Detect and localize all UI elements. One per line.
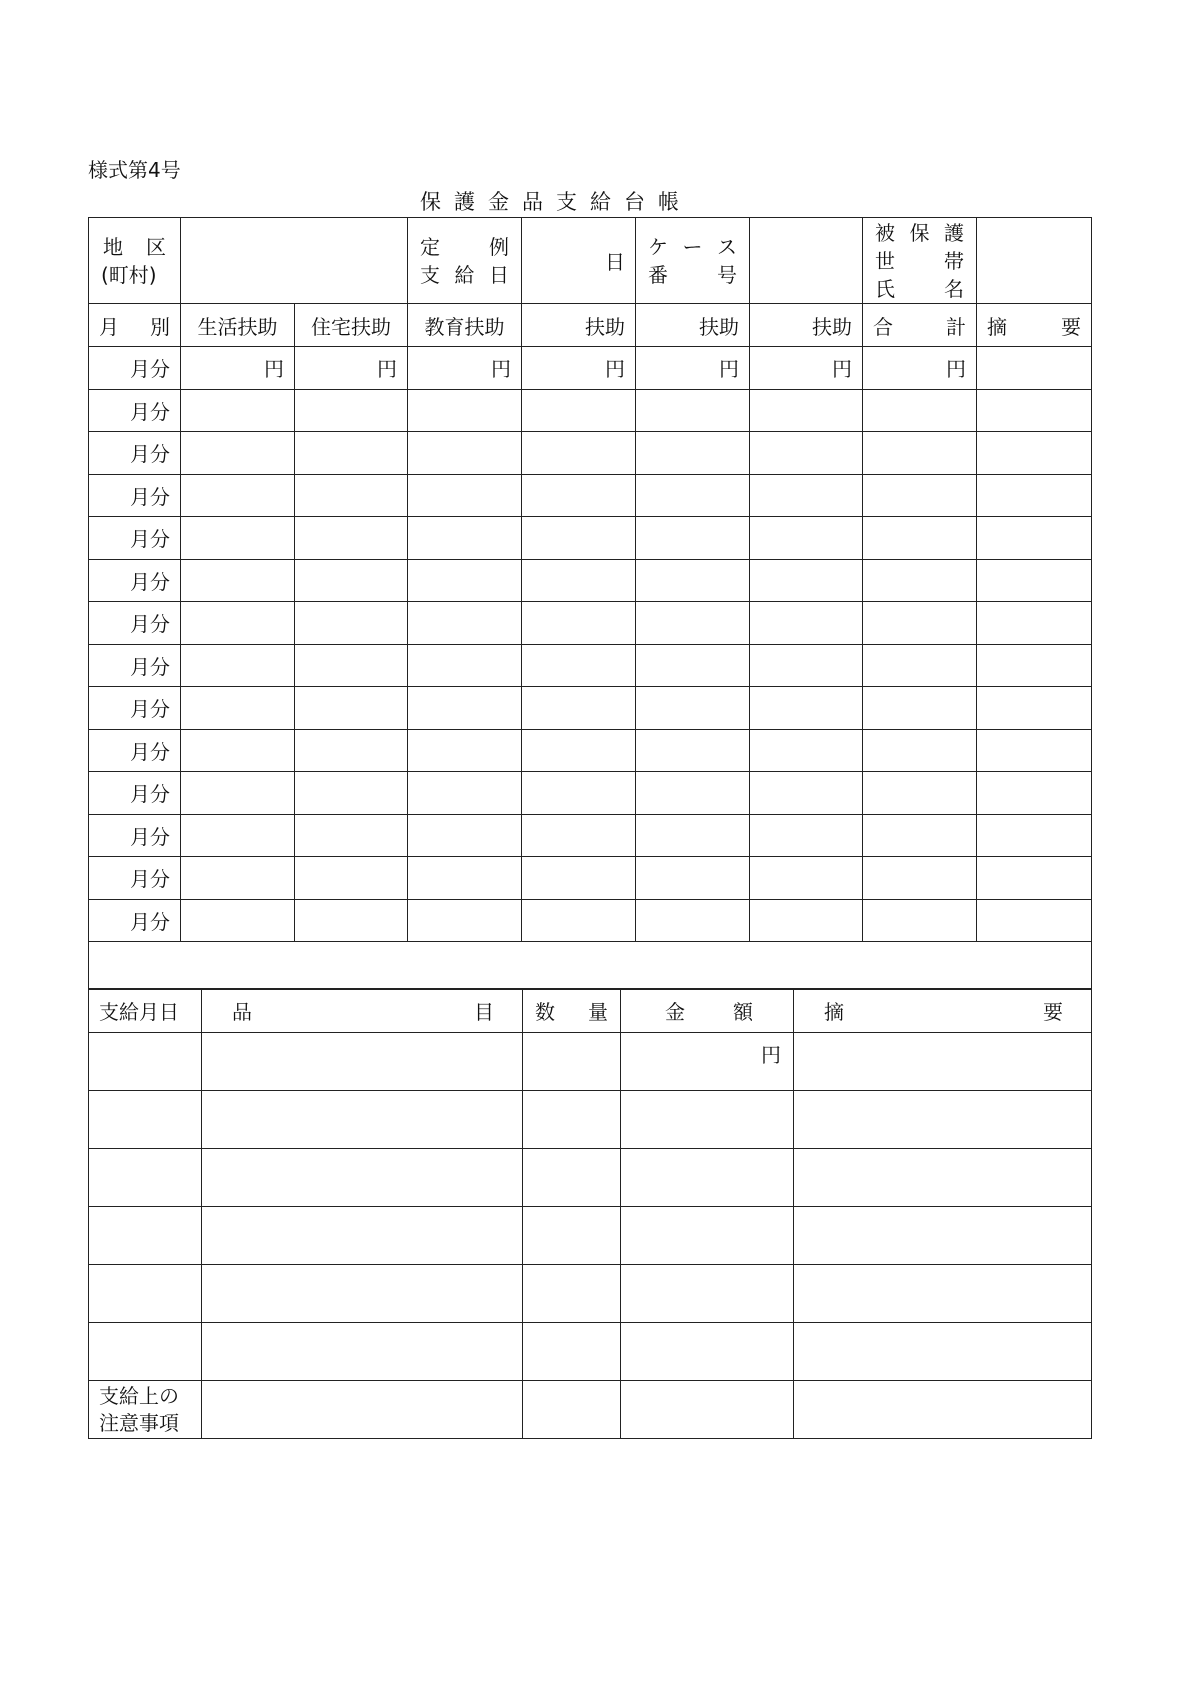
month-label: 月分 <box>89 602 181 645</box>
living-aid-cell[interactable] <box>181 389 295 432</box>
remarks-cell[interactable] <box>977 517 1092 560</box>
quantity-cell[interactable] <box>523 1207 621 1265</box>
item-cell[interactable] <box>202 1149 523 1207</box>
goods-row <box>89 1323 1092 1381</box>
notes-amount-cell[interactable] <box>621 1381 794 1439</box>
aid-cell-1[interactable] <box>522 729 636 772</box>
remarks-cell[interactable] <box>977 389 1092 432</box>
payday-input-cell[interactable]: 日 <box>522 218 636 304</box>
aid-header-3: 扶助 <box>750 304 863 347</box>
aid-cell-2[interactable] <box>636 517 750 560</box>
month-label: 月分 <box>89 729 181 772</box>
total-cell[interactable] <box>863 772 977 815</box>
month-row <box>89 687 1092 730</box>
area-label-cell: 地 区 (町村) <box>89 218 181 304</box>
document-title: 保護金品支給台帳 <box>420 190 692 214</box>
housing-aid-cell[interactable] <box>295 432 408 475</box>
month-header: 月 別 <box>89 304 181 347</box>
aid-cell-3[interactable] <box>750 772 863 815</box>
month-label: 月分 <box>89 814 181 857</box>
housing-aid-cell[interactable] <box>295 729 408 772</box>
quantity-cell[interactable] <box>523 1149 621 1207</box>
housing-aid-cell[interactable] <box>295 474 408 517</box>
month-row <box>89 729 1092 772</box>
top-info-row <box>89 218 1092 304</box>
case-number-input-cell[interactable] <box>750 218 863 304</box>
goods-remarks-cell[interactable] <box>794 1149 1092 1207</box>
total-cell[interactable] <box>863 559 977 602</box>
column-header-row <box>89 304 1092 347</box>
total-cell[interactable] <box>863 687 977 730</box>
aid-cell-1[interactable] <box>522 602 636 645</box>
month-row <box>89 389 1092 432</box>
item-cell[interactable] <box>202 1033 523 1091</box>
housing-aid-cell[interactable] <box>295 644 408 687</box>
remarks-cell[interactable] <box>977 729 1092 772</box>
remarks-cell[interactable] <box>977 814 1092 857</box>
housing-aid-cell[interactable] <box>295 517 408 560</box>
education-aid-cell[interactable] <box>408 857 522 900</box>
goods-remarks-cell[interactable] <box>794 1091 1092 1149</box>
living-aid-cell[interactable] <box>181 432 295 475</box>
total-cell[interactable] <box>863 857 977 900</box>
aid-cell-1[interactable] <box>522 432 636 475</box>
total-cell[interactable] <box>863 644 977 687</box>
aid-cell-3[interactable] <box>750 389 863 432</box>
aid-cell-1[interactable] <box>522 517 636 560</box>
goods-remarks-cell[interactable] <box>794 1265 1092 1323</box>
aid-cell-2[interactable] <box>636 814 750 857</box>
blank-row <box>89 942 1092 990</box>
monthly-payment-table <box>88 217 1092 990</box>
month-label: 月分 <box>89 559 181 602</box>
housing-aid-cell[interactable] <box>295 559 408 602</box>
total-cell[interactable] <box>863 899 977 942</box>
aid-cell-3[interactable] <box>750 899 863 942</box>
housing-aid-cell[interactable] <box>295 857 408 900</box>
goods-remarks-header: 摘 要 <box>794 989 1092 1033</box>
aid-cell-2[interactable] <box>636 687 750 730</box>
goods-row <box>89 1033 1092 1091</box>
remarks-cell[interactable] <box>977 772 1092 815</box>
living-aid-cell[interactable] <box>181 644 295 687</box>
month-label: 月分 <box>89 857 181 900</box>
education-aid-cell[interactable] <box>408 644 522 687</box>
housing-aid-cell[interactable] <box>295 389 408 432</box>
month-row <box>89 602 1092 645</box>
education-aid-cell[interactable] <box>408 814 522 857</box>
month-row <box>89 772 1092 815</box>
education-aid-cell[interactable] <box>408 474 522 517</box>
aid-cell-1[interactable] <box>522 899 636 942</box>
remarks-cell[interactable] <box>977 857 1092 900</box>
aid-cell-3[interactable] <box>750 432 863 475</box>
aid-header-2: 扶助 <box>636 304 750 347</box>
total-cell[interactable] <box>863 474 977 517</box>
goods-header-row <box>89 989 1092 1033</box>
education-aid-cell[interactable] <box>408 517 522 560</box>
goods-remarks-cell[interactable] <box>794 1033 1092 1091</box>
month-label: 月分 <box>89 899 181 942</box>
total-cell[interactable] <box>863 517 977 560</box>
education-aid-cell[interactable] <box>408 559 522 602</box>
aid-cell-2[interactable] <box>636 857 750 900</box>
item-header: 品 目 <box>202 989 523 1033</box>
aid-cell-3[interactable] <box>750 729 863 772</box>
remarks-cell[interactable] <box>977 899 1092 942</box>
aid-cell-2[interactable] <box>636 432 750 475</box>
remarks-cell[interactable] <box>977 432 1092 475</box>
aid-cell-2[interactable] <box>636 389 750 432</box>
education-aid-cell[interactable] <box>408 772 522 815</box>
education-aid-cell[interactable] <box>408 729 522 772</box>
living-aid-cell[interactable] <box>181 729 295 772</box>
month-row <box>89 432 1092 475</box>
total-cell[interactable] <box>863 602 977 645</box>
month-row <box>89 857 1092 900</box>
month-label: 月分 <box>89 474 181 517</box>
aid-cell-3[interactable] <box>750 602 863 645</box>
payment-date-cell[interactable] <box>89 1033 202 1091</box>
total-cell[interactable] <box>863 814 977 857</box>
form-number-label: 様式第4号 <box>88 158 181 182</box>
payment-date-cell[interactable] <box>89 1149 202 1207</box>
household-name-input-cell[interactable] <box>977 218 1092 304</box>
amount-cell[interactable]: 円 <box>621 1033 794 1091</box>
aid-cell-1[interactable] <box>522 814 636 857</box>
education-aid-cell[interactable] <box>408 602 522 645</box>
amount-cell[interactable] <box>621 1323 794 1381</box>
regular-payday-label-cell: 定 例 支 給 日 <box>408 218 522 304</box>
quantity-header: 数 量 <box>523 989 621 1033</box>
goods-payment-table <box>88 988 1092 1439</box>
item-cell[interactable] <box>202 1265 523 1323</box>
case-number-label-cell: ケ ー ス 番 号 <box>636 218 750 304</box>
month-label: 月分 <box>89 517 181 560</box>
living-aid-cell[interactable] <box>181 602 295 645</box>
aid-header-1: 扶助 <box>522 304 636 347</box>
notes-item-cell[interactable] <box>202 1381 523 1439</box>
notes-row <box>89 1381 1092 1439</box>
total-header: 合 計 <box>863 304 977 347</box>
amount-cell[interactable] <box>621 1091 794 1149</box>
blank-cell[interactable] <box>89 942 1092 990</box>
notes-remarks-cell[interactable] <box>794 1381 1092 1439</box>
aid-cell-3[interactable] <box>750 559 863 602</box>
quantity-cell[interactable] <box>523 1033 621 1091</box>
aid-cell-2[interactable] <box>636 644 750 687</box>
remarks-cell[interactable] <box>977 687 1092 730</box>
notes-quantity-cell[interactable] <box>523 1381 621 1439</box>
living-aid-cell[interactable] <box>181 772 295 815</box>
housing-aid-header: 住宅扶助 <box>295 304 408 347</box>
aid-cell-1[interactable] <box>522 644 636 687</box>
aid-cell-2[interactable] <box>636 559 750 602</box>
payment-date-cell[interactable] <box>89 1207 202 1265</box>
education-aid-header: 教育扶助 <box>408 304 522 347</box>
housing-aid-cell[interactable] <box>295 687 408 730</box>
housing-aid-cell[interactable]: 円 <box>295 347 408 390</box>
aid-cell-2[interactable] <box>636 899 750 942</box>
aid-cell-1[interactable] <box>522 389 636 432</box>
month-label: 月分 <box>89 347 181 390</box>
month-label: 月分 <box>89 772 181 815</box>
household-name-label-cell: 被 保 護 世 帯 氏 名 <box>863 218 977 304</box>
remarks-cell[interactable] <box>977 474 1092 517</box>
item-cell[interactable] <box>202 1323 523 1381</box>
aid-cell-1[interactable] <box>522 772 636 815</box>
month-row <box>89 347 1092 390</box>
item-cell[interactable] <box>202 1207 523 1265</box>
payment-date-cell[interactable] <box>89 1265 202 1323</box>
payment-date-cell[interactable] <box>89 1323 202 1381</box>
amount-cell[interactable] <box>621 1149 794 1207</box>
remarks-header: 摘 要 <box>977 304 1092 347</box>
month-label: 月分 <box>89 644 181 687</box>
month-row <box>89 899 1092 942</box>
month-label: 月分 <box>89 389 181 432</box>
aid-cell-3[interactable] <box>750 814 863 857</box>
aid-cell-1[interactable]: 円 <box>522 347 636 390</box>
living-aid-cell[interactable] <box>181 559 295 602</box>
aid-cell-3[interactable] <box>750 517 863 560</box>
living-aid-cell[interactable] <box>181 814 295 857</box>
total-cell[interactable] <box>863 729 977 772</box>
aid-cell-2[interactable] <box>636 602 750 645</box>
month-label: 月分 <box>89 687 181 730</box>
housing-aid-cell[interactable] <box>295 772 408 815</box>
goods-row <box>89 1265 1092 1323</box>
payment-date-header: 支給月日 <box>89 989 202 1033</box>
aid-cell-3[interactable] <box>750 474 863 517</box>
aid-cell-3[interactable] <box>750 687 863 730</box>
housing-aid-cell[interactable] <box>295 602 408 645</box>
month-row <box>89 517 1092 560</box>
living-aid-cell[interactable]: 円 <box>181 347 295 390</box>
amount-cell[interactable] <box>621 1207 794 1265</box>
quantity-cell[interactable] <box>523 1091 621 1149</box>
total-cell[interactable]: 円 <box>863 347 977 390</box>
total-cell[interactable] <box>863 432 977 475</box>
remarks-cell[interactable] <box>977 602 1092 645</box>
living-aid-cell[interactable] <box>181 857 295 900</box>
aid-cell-2[interactable] <box>636 474 750 517</box>
goods-row <box>89 1149 1092 1207</box>
month-row <box>89 559 1092 602</box>
area-input-cell[interactable] <box>181 218 408 304</box>
aid-cell-1[interactable] <box>522 687 636 730</box>
amount-cell[interactable] <box>621 1265 794 1323</box>
month-row <box>89 814 1092 857</box>
month-row <box>89 474 1092 517</box>
goods-row <box>89 1091 1092 1149</box>
month-row <box>89 644 1092 687</box>
amount-header: 金 額 <box>621 989 794 1033</box>
quantity-cell[interactable] <box>523 1323 621 1381</box>
education-aid-cell[interactable] <box>408 899 522 942</box>
remarks-cell[interactable] <box>977 347 1092 390</box>
living-aid-cell[interactable] <box>181 517 295 560</box>
aid-cell-3[interactable] <box>750 644 863 687</box>
goods-row <box>89 1207 1092 1265</box>
total-cell[interactable] <box>863 389 977 432</box>
aid-cell-3[interactable]: 円 <box>750 347 863 390</box>
month-label: 月分 <box>89 432 181 475</box>
aid-cell-2[interactable] <box>636 772 750 815</box>
living-aid-cell[interactable] <box>181 687 295 730</box>
education-aid-cell[interactable]: 円 <box>408 347 522 390</box>
living-aid-header: 生活扶助 <box>181 304 295 347</box>
aid-cell-1[interactable] <box>522 857 636 900</box>
living-aid-cell[interactable] <box>181 899 295 942</box>
education-aid-cell[interactable] <box>408 687 522 730</box>
housing-aid-cell[interactable] <box>295 814 408 857</box>
housing-aid-cell[interactable] <box>295 899 408 942</box>
goods-remarks-cell[interactable] <box>794 1323 1092 1381</box>
education-aid-cell[interactable] <box>408 432 522 475</box>
payment-date-cell[interactable] <box>89 1091 202 1149</box>
aid-cell-3[interactable] <box>750 857 863 900</box>
aid-cell-2[interactable]: 円 <box>636 347 750 390</box>
payment-notes-label: 支給上の 注意事項 <box>89 1381 202 1439</box>
living-aid-cell[interactable] <box>181 474 295 517</box>
aid-cell-1[interactable] <box>522 474 636 517</box>
item-cell[interactable] <box>202 1091 523 1149</box>
quantity-cell[interactable] <box>523 1265 621 1323</box>
aid-cell-2[interactable] <box>636 729 750 772</box>
remarks-cell[interactable] <box>977 559 1092 602</box>
aid-cell-1[interactable] <box>522 559 636 602</box>
education-aid-cell[interactable] <box>408 389 522 432</box>
remarks-cell[interactable] <box>977 644 1092 687</box>
goods-remarks-cell[interactable] <box>794 1207 1092 1265</box>
